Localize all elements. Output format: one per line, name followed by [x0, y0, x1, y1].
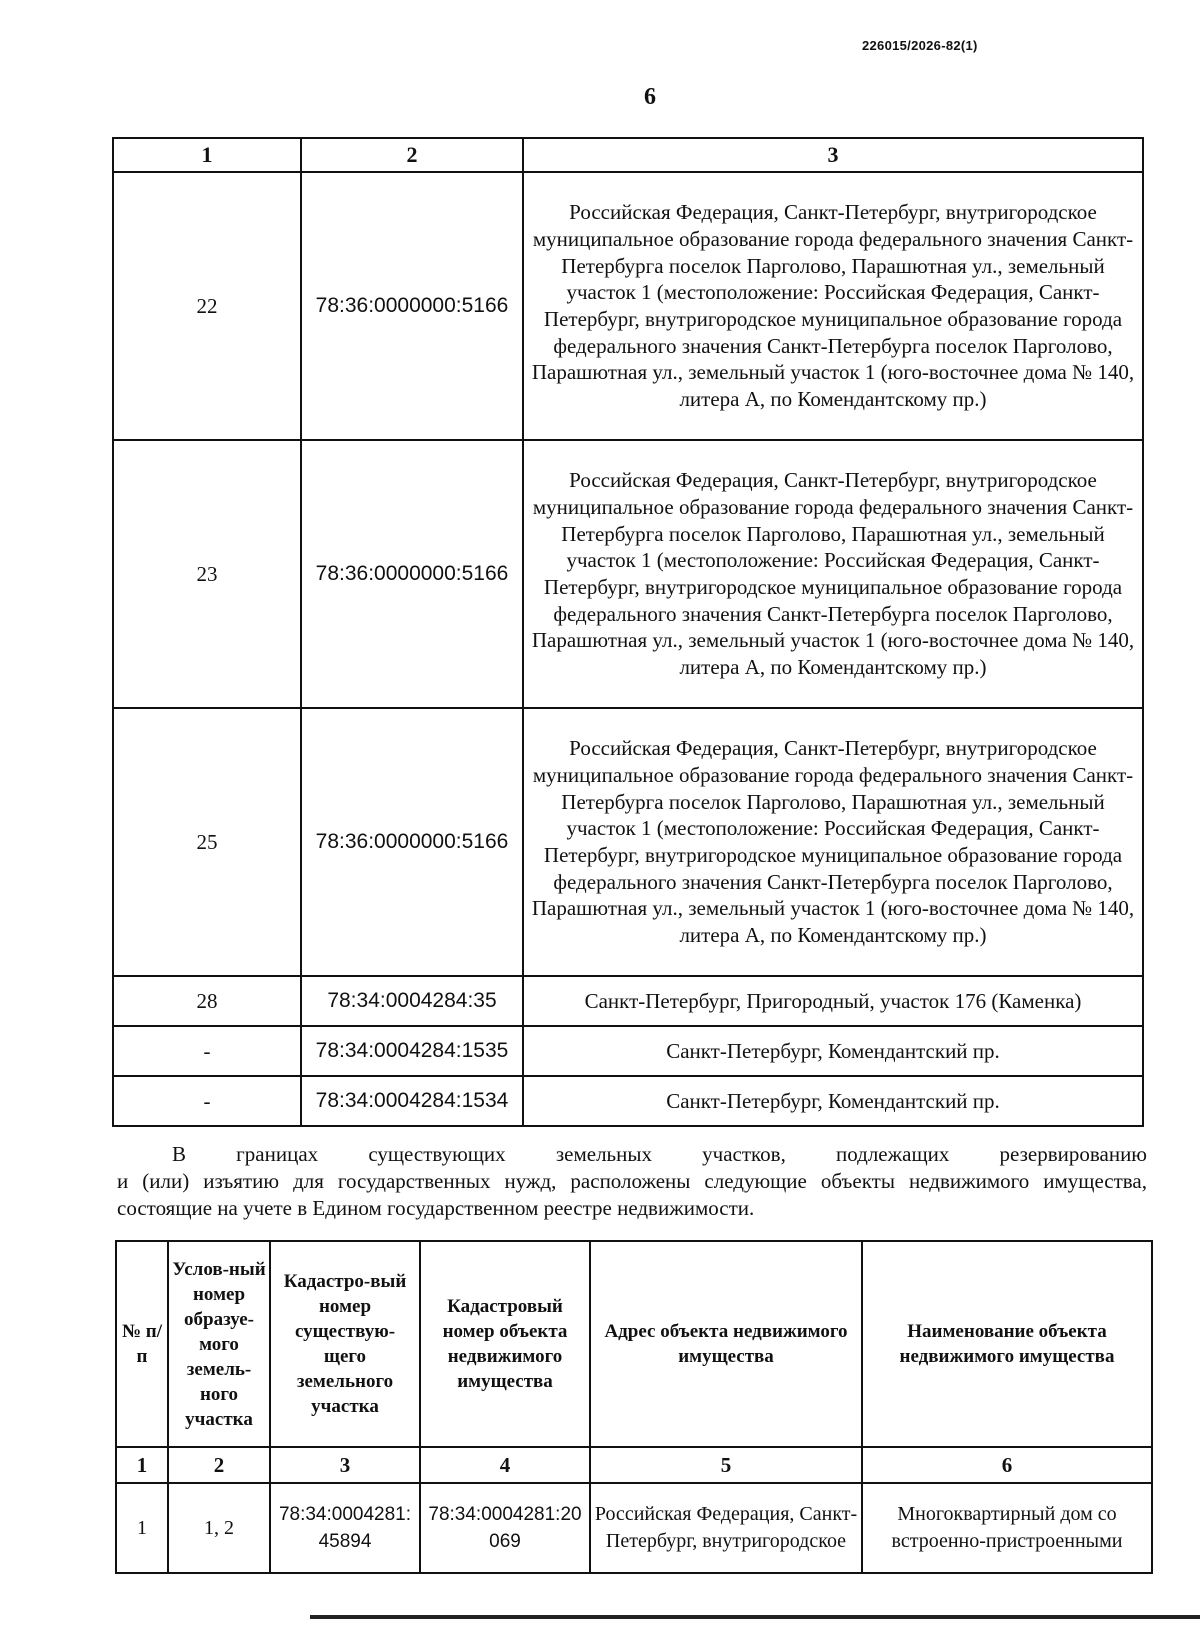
plot-number: 23 [113, 440, 301, 708]
plot-number: 22 [113, 172, 301, 440]
column-header: № п/п [116, 1241, 168, 1447]
plot-number: - [113, 1026, 301, 1076]
table-header-row [113, 138, 1143, 172]
document-number: 226015/2026-82(1) [862, 38, 978, 53]
plot-number: 25 [113, 708, 301, 976]
plot-address: Российская Федерация, Санкт-Петербург, внутригородское муниципальное образование города федерального значения Санкт-Петербурга поселок Парголово, Парашютная ул., земельный участок 1 (местоположение: Российская Федерация, Санкт-Петербург, внутригородское муниципальное образование города федерального значения Санкт-Петербурга поселок Парголово, Парашютная ул., земельный участок 1 (юго-восточнее дома № 140, литера А, по Комендантскому пр.) [523, 440, 1143, 708]
object-name: Многоквартирный дом со встроенно-пристроенными [862, 1483, 1152, 1573]
column-number: 6 [862, 1447, 1152, 1483]
column-number: 4 [420, 1447, 590, 1483]
column-number: 3 [270, 1447, 420, 1483]
table-row [113, 708, 1143, 976]
column-header: Кадастро-вый номер существую-щего земельного участка [270, 1241, 420, 1447]
conditional-number: 1, 2 [168, 1483, 270, 1573]
column-header: Услов-ный номер образуе-мого земель-ного участка [168, 1241, 270, 1447]
column-number-row [116, 1447, 1152, 1483]
cadastral-number: 78:36:0000000:5166 [301, 440, 523, 708]
column-header: 3 [523, 138, 1143, 172]
table-row [113, 440, 1143, 708]
column-header: 2 [301, 138, 523, 172]
column-header: 1 [113, 138, 301, 172]
column-number: 2 [168, 1447, 270, 1483]
table-row [113, 172, 1143, 440]
table-row [116, 1483, 1152, 1573]
cadastral-number: 78:34:0004284:35 [301, 976, 523, 1026]
land-cadastral-number: 78:34:0004281:45894 [270, 1483, 420, 1573]
cadastral-number: 78:36:0000000:5166 [301, 172, 523, 440]
column-number: 5 [590, 1447, 862, 1483]
cadastral-number: 78:34:0004284:1535 [301, 1026, 523, 1076]
page-number: 6 [644, 84, 656, 110]
row-number: 1 [116, 1483, 168, 1573]
land-plots-table [112, 137, 1144, 1127]
table-row [113, 1026, 1143, 1076]
page-bottom-rule [310, 1615, 1200, 1619]
plot-address: Санкт-Петербург, Пригородный, участок 176 (Каменка) [523, 976, 1143, 1026]
plot-address: Российская Федерация, Санкт-Петербург, внутригородское муниципальное образование города федерального значения Санкт-Петербурга поселок Парголово, Парашютная ул., земельный участок 1 (местоположение: Российская Федерация, Санкт-Петербург, внутригородское муниципальное образование города федерального значения Санкт-Петербурга поселок Парголово, Парашютная ул., земельный участок 1 (юго-восточнее дома № 140, литера А, по Комендантскому пр.) [523, 172, 1143, 440]
plot-number: - [113, 1076, 301, 1126]
cadastral-number: 78:34:0004284:1534 [301, 1076, 523, 1126]
column-number: 1 [116, 1447, 168, 1483]
column-header: Адрес объекта недвижимого имущества [590, 1241, 862, 1447]
table-row [113, 1076, 1143, 1126]
table-header-row [116, 1241, 1152, 1447]
real-estate-objects-table [115, 1240, 1153, 1574]
object-address: Российская Федерация, Санкт-Петербург, внутригородское [590, 1483, 862, 1573]
plot-number: 28 [113, 976, 301, 1026]
column-header: Наименование объекта недвижимого имущества [862, 1241, 1152, 1447]
paragraph-first-line: В границах существующих земельных участков, подлежащих резервированию [172, 1142, 1147, 1166]
object-cadastral-number: 78:34:0004281:20069 [420, 1483, 590, 1573]
paragraph-text: и (или) изъятию для государственных нужд, расположены следующие объекты недвижимого имущества, состоящие на учете в Едином государственном реестре недвижимости. [117, 1169, 1147, 1220]
column-header: Кадастровый номер объекта недвижимого имущества [420, 1241, 590, 1447]
cadastral-number: 78:36:0000000:5166 [301, 708, 523, 976]
plot-address: Российская Федерация, Санкт-Петербург, внутригородское муниципальное образование города федерального значения Санкт-Петербурга поселок Парголово, Парашютная ул., земельный участок 1 (местоположение: Российская Федерация, Санкт-Петербург, внутригородское муниципальное образование города федерального значения Санкт-Петербурга поселок Парголово, Парашютная ул., земельный участок 1 (юго-восточнее дома № 140, литера А, по Комендантскому пр.) [523, 708, 1143, 976]
table-row [113, 976, 1143, 1026]
plot-address: Санкт-Петербург, Комендантский пр. [523, 1026, 1143, 1076]
body-paragraph [117, 1141, 1147, 1222]
plot-address: Санкт-Петербург, Комендантский пр. [523, 1076, 1143, 1126]
